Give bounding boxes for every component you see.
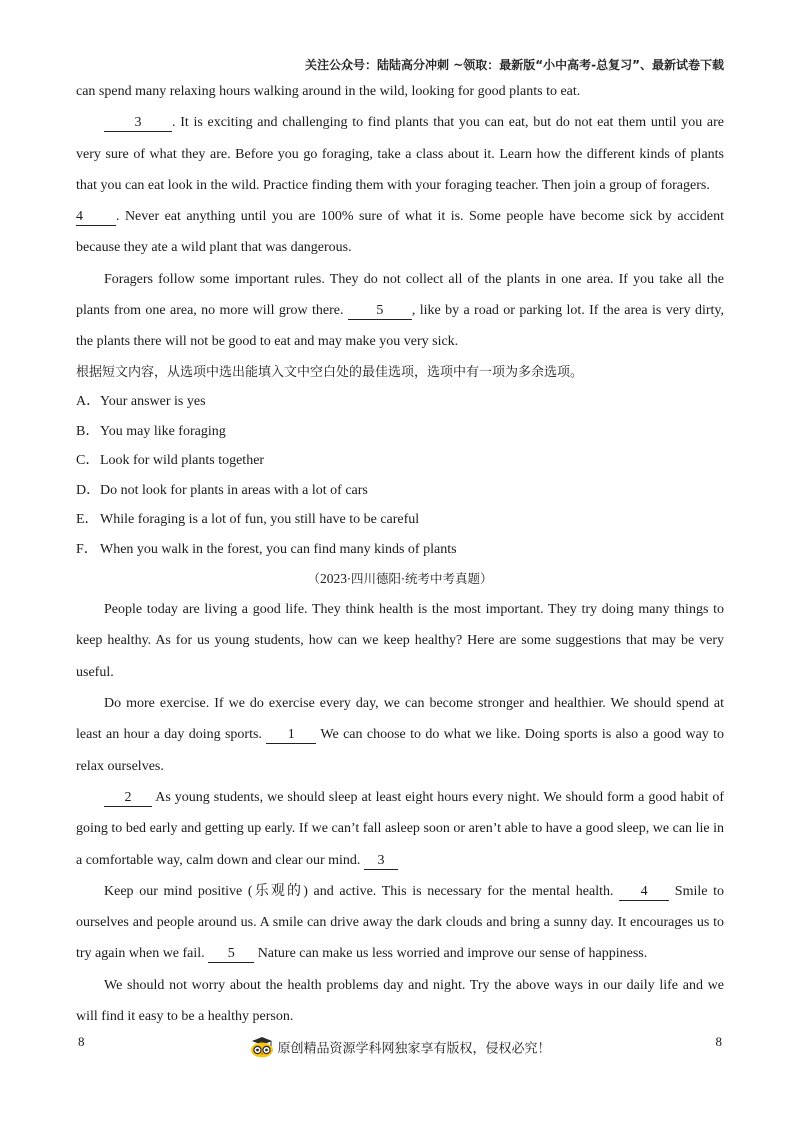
option-b (76, 417, 724, 447)
passage2-paragraph-4-before: Keep our mind positive (乐观的) and active. This is necessary for the mental health. (104, 883, 614, 899)
option-text: Look for wild plants together (100, 453, 265, 469)
option-text: While foraging is a lot of fun, you still have to be careful (100, 512, 420, 528)
passage2-paragraph-4-after: Nature can make us less worried and improve our sense of happiness. (257, 946, 648, 962)
option-text: Do not look for plants in areas with a lot of cars (100, 482, 368, 498)
option-f (76, 535, 724, 565)
passage2-paragraph-2-after: We can choose to do what we like. Doing sports is also a good way to relax ourselves. (76, 727, 725, 774)
passage2-paragraph-1: People today are living a good life. They think health is the most important. They try doing many things to keep healthy. As for us young students, how can we keep healthy? Here are some suggestions that may be very useful. (76, 602, 724, 680)
exam-source (76, 564, 724, 594)
option-letter: C． (76, 453, 100, 469)
owl-logo-icon (249, 1036, 275, 1062)
passage2-paragraph-2 (76, 688, 724, 782)
page-number-left: 8 (78, 1034, 85, 1049)
document-body (76, 76, 724, 1032)
option-letter: E． (76, 512, 99, 528)
passage2-paragraph-2-before: Do more exercise. If we do exercise every day, we can become stronger and healthier. We should spend at least an hour a day doing sports. (76, 696, 724, 743)
footer-copyright: 原创精品资源学科网独家享有版权，侵权必究！ (277, 1041, 551, 1057)
passage1-paragraph-3 (76, 264, 724, 358)
blank-3: 3 (104, 115, 172, 132)
options-list (76, 387, 724, 564)
option-letter: D． (76, 482, 101, 498)
blank-1: 1 (266, 727, 316, 744)
option-c (76, 446, 724, 476)
option-text: You may like foraging (100, 423, 226, 439)
passage2-paragraph-4-mid: Smile to ourselves and people around us. A smile can drive away the dark clouds and bring a sunny day. It encourages us to try again when we fail. (76, 883, 725, 962)
option-text: When you walk in the forest, you can find many kinds of plants (100, 541, 457, 557)
passage1-paragraph-2-text: . Never eat anything until you are 100% sure of what it is. Some people have become sick by accident because they ate a wild plant that was dangerous. (76, 209, 724, 256)
option-letter: A． (76, 394, 101, 410)
option-e (76, 505, 724, 535)
source-open: （ (307, 571, 321, 587)
option-text: Your answer is yes (100, 394, 206, 410)
page-number-right: 8 (715, 1034, 722, 1049)
passage2-paragraph-3 (76, 782, 724, 876)
passage1-paragraph-1 (76, 107, 724, 201)
passage2-paragraph-5: We should not worry about the health problems day and night. Try the above ways in our daily life and we will find it easy to be a healthy person. (76, 977, 724, 1025)
source-year: 2023 (320, 571, 348, 587)
passage1-paragraph-2 (76, 201, 724, 264)
option-letter: F． (76, 541, 98, 557)
question-instruction: 根据短文内容，从选项中选出能填入文中空白处的最佳选项，选项中有一项为多余选项。 (76, 364, 584, 380)
source-place: ·四川德阳·统考中考真题 (347, 571, 480, 587)
option-d (76, 476, 724, 506)
passage1-paragraph-0: can spend many relaxing hours walking around in the wild, looking for good plants to eat. (76, 84, 581, 99)
blank-4: 4 (76, 209, 116, 226)
option-a (76, 387, 724, 417)
blank-5-second: 5 (208, 946, 254, 963)
blank-2: 2 (104, 790, 152, 807)
passage1-paragraph-3-before: Foragers follow some important rules. They do not collect all of the plants in one area. If you take all the plants from one area, no more will grow there. (76, 271, 724, 319)
passage1-paragraph-1-text: . It is exciting and challenging to find plants that you can eat, but do not eat them until you are very sure of what they are. Before you go foraging, take a class about it. Learn how the different kinds of plants that you can eat look in the wild. Practice finding them with your foraging teacher. Then join a group of foragers. (76, 115, 724, 193)
passage2-paragraph-4 (76, 876, 724, 970)
page-header: 关注公众号：陆陆高分冲刺 ~领取：最新版“小中高考-总复习”、最新试卷下载 (305, 58, 724, 72)
option-letter: B． (76, 423, 100, 439)
blank-3-second: 3 (364, 853, 398, 870)
page-footer (0, 1036, 800, 1062)
passage2-paragraph-3-text: As young students, we should sleep at least eight hours every night. We should form a good habit of going to bed early and getting up early. If we can’t fall asleep soon or aren’t able to have a good sleep, we can lie in a comfortable way, calm down and clear our mind. (76, 789, 724, 868)
blank-5: 5 (348, 303, 412, 320)
passage1-paragraph-3-after: , like by a road or parking lot. If the area is very dirty, the plants there will not be good to eat and may make you very sick. (76, 303, 724, 350)
blank-4-second: 4 (619, 884, 669, 901)
source-close: ） (479, 571, 493, 587)
